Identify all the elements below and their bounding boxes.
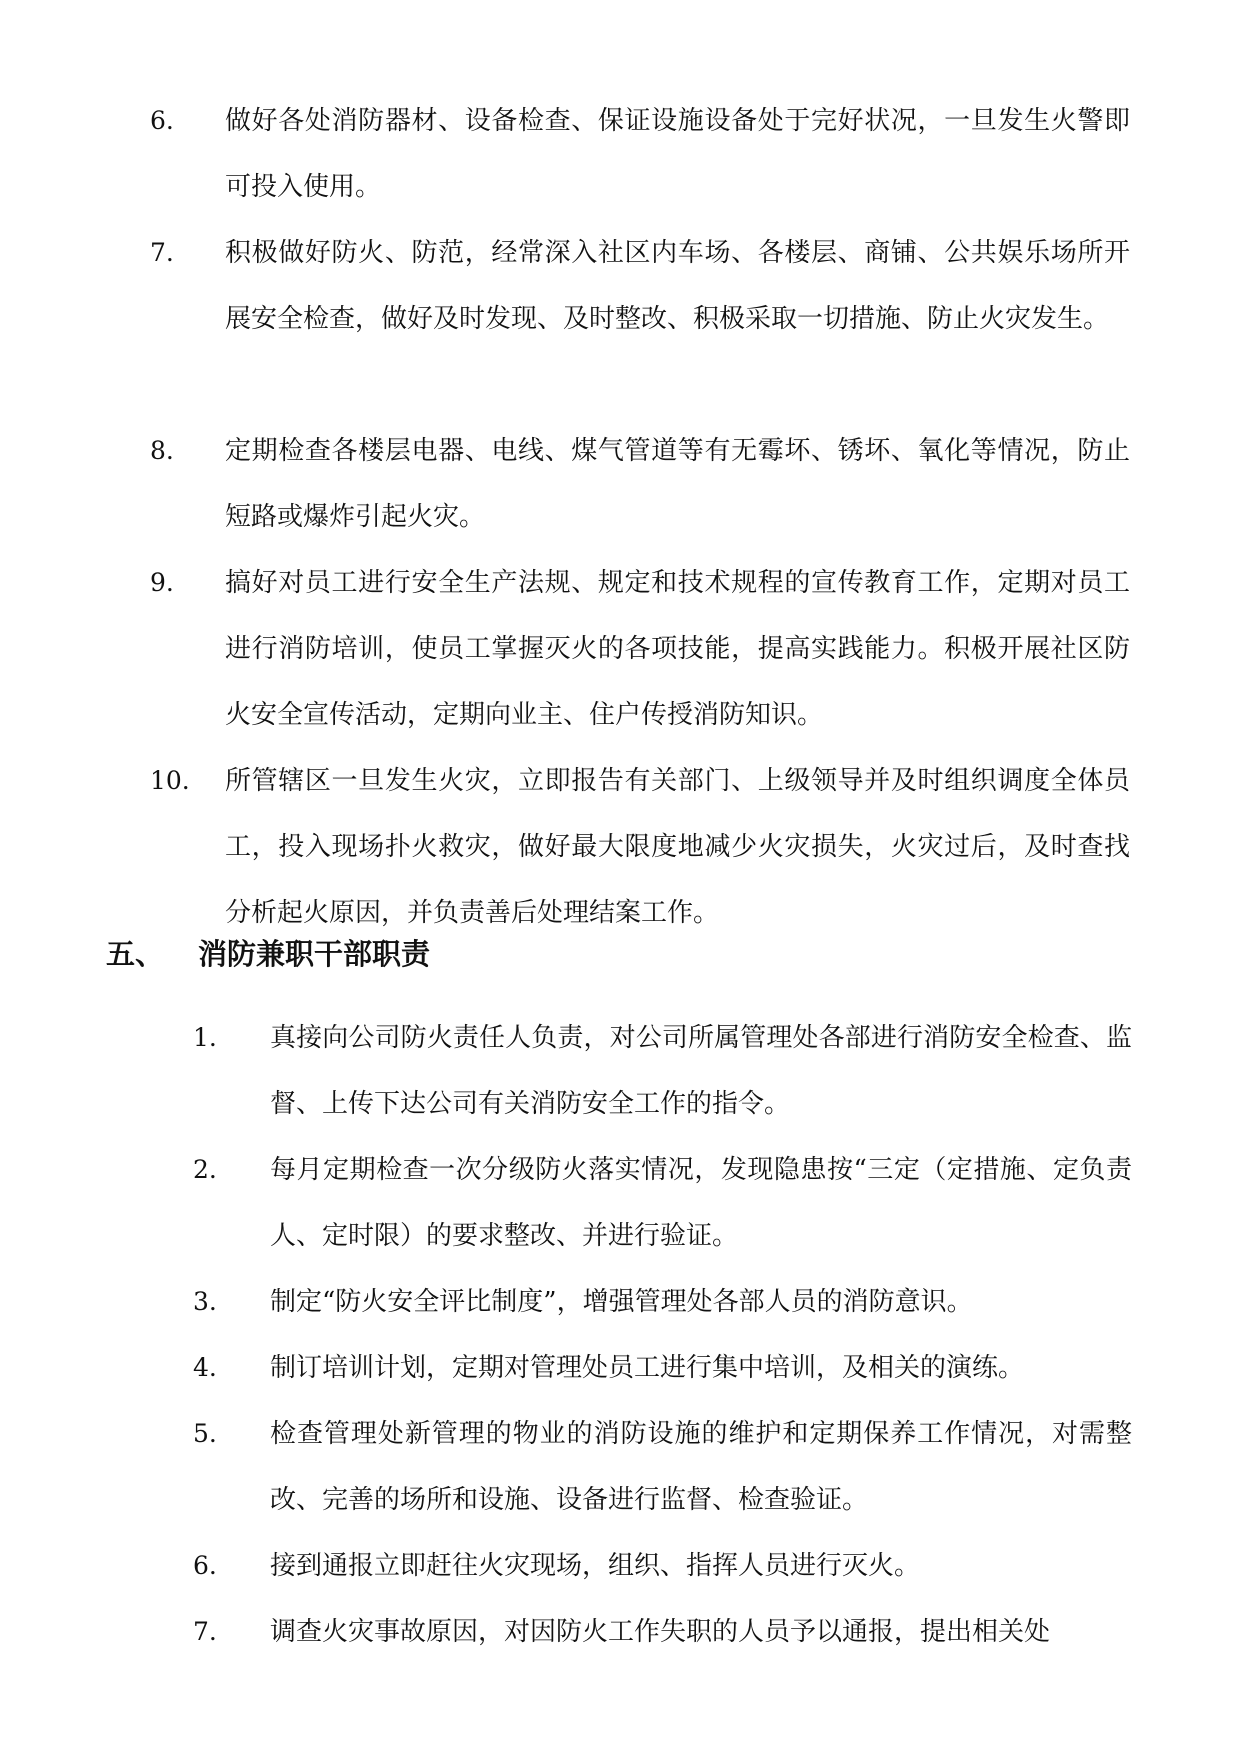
- item-number: 10.: [150, 766, 190, 795]
- section-heading: [106, 932, 430, 976]
- item-number: 7.: [150, 238, 174, 267]
- item-text: 所管辖区一旦发生火灾，立即报告有关部门、上级领导并及时组织调度全体员工，投入现场扑火救灾，做好最大限度地减少火灾损失，火灾过后，及时查找分析起火原因，并负责善后处理结案工作。: [225, 766, 1130, 928]
- item-text: 每月定期检查一次分级防火落实情况，发现隐患按“三定（定措施、定负责人、定时限）的要求整改、并进行验证。: [270, 1155, 1132, 1251]
- item-text: 定期检查各楼层电器、电线、煤气管道等有无霉坏、锈坏、氧化等情况，防止短路或爆炸引起火灾。: [225, 436, 1130, 532]
- item-number: 2.: [193, 1155, 217, 1184]
- item-text: 接到通报立即赶往火灾现场，组织、指挥人员进行灭火。: [270, 1551, 921, 1581]
- item-number: 8.: [150, 436, 174, 465]
- item-text: 积极做好防火、防范，经常深入社区内车场、各楼层、商铺、公共娱乐场所开展安全检查，做好及时发现、及时整改、积极采取一切措施、防止火灾发生。: [225, 238, 1130, 334]
- item-text: 检查管理处新管理的物业的消防设施的维护和定期保养工作情况，对需整改、完善的场所和设施、设备进行监督、检查验证。: [270, 1419, 1132, 1515]
- item-text: 真接向公司防火责任人负责，对公司所属管理处各部进行消防安全检查、监督、上传下达公司有关消防安全工作的指令。: [270, 1023, 1132, 1119]
- item-number: 7.: [193, 1617, 217, 1646]
- item-text: 调查火灾事故原因，对因防火工作失职的人员予以通报，提出相关处: [270, 1617, 1051, 1647]
- item-number: 4.: [193, 1353, 217, 1382]
- item-number: 6.: [193, 1551, 217, 1580]
- item-number: 9.: [150, 568, 174, 597]
- item-text: 制订培训计划，定期对管理处员工进行集中培训，及相关的演练。: [270, 1353, 1025, 1383]
- section-number: 五、: [106, 937, 165, 971]
- item-text: 搞好对员工进行安全生产法规、规定和技术规程的宣传教育工作，定期对员工进行消防培训，使员工掌握灭火的各项技能，提高实践能力。积极开展社区防火安全宣传活动，定期向业主、住户传授消防知识。: [225, 568, 1130, 730]
- item-number: 6.: [150, 106, 174, 135]
- item-text: 制定“防火安全评比制度”，增强管理处各部人员的消防意识。: [270, 1287, 973, 1317]
- item-number: 1.: [193, 1023, 217, 1052]
- item-text: 做好各处消防器材、设备检查、保证设施设备处于完好状况，一旦发生火警即可投入使用。: [225, 106, 1130, 202]
- section-title: 消防兼职干部职责: [198, 937, 431, 971]
- item-number: 3.: [193, 1287, 217, 1316]
- item-number: 5.: [193, 1419, 217, 1448]
